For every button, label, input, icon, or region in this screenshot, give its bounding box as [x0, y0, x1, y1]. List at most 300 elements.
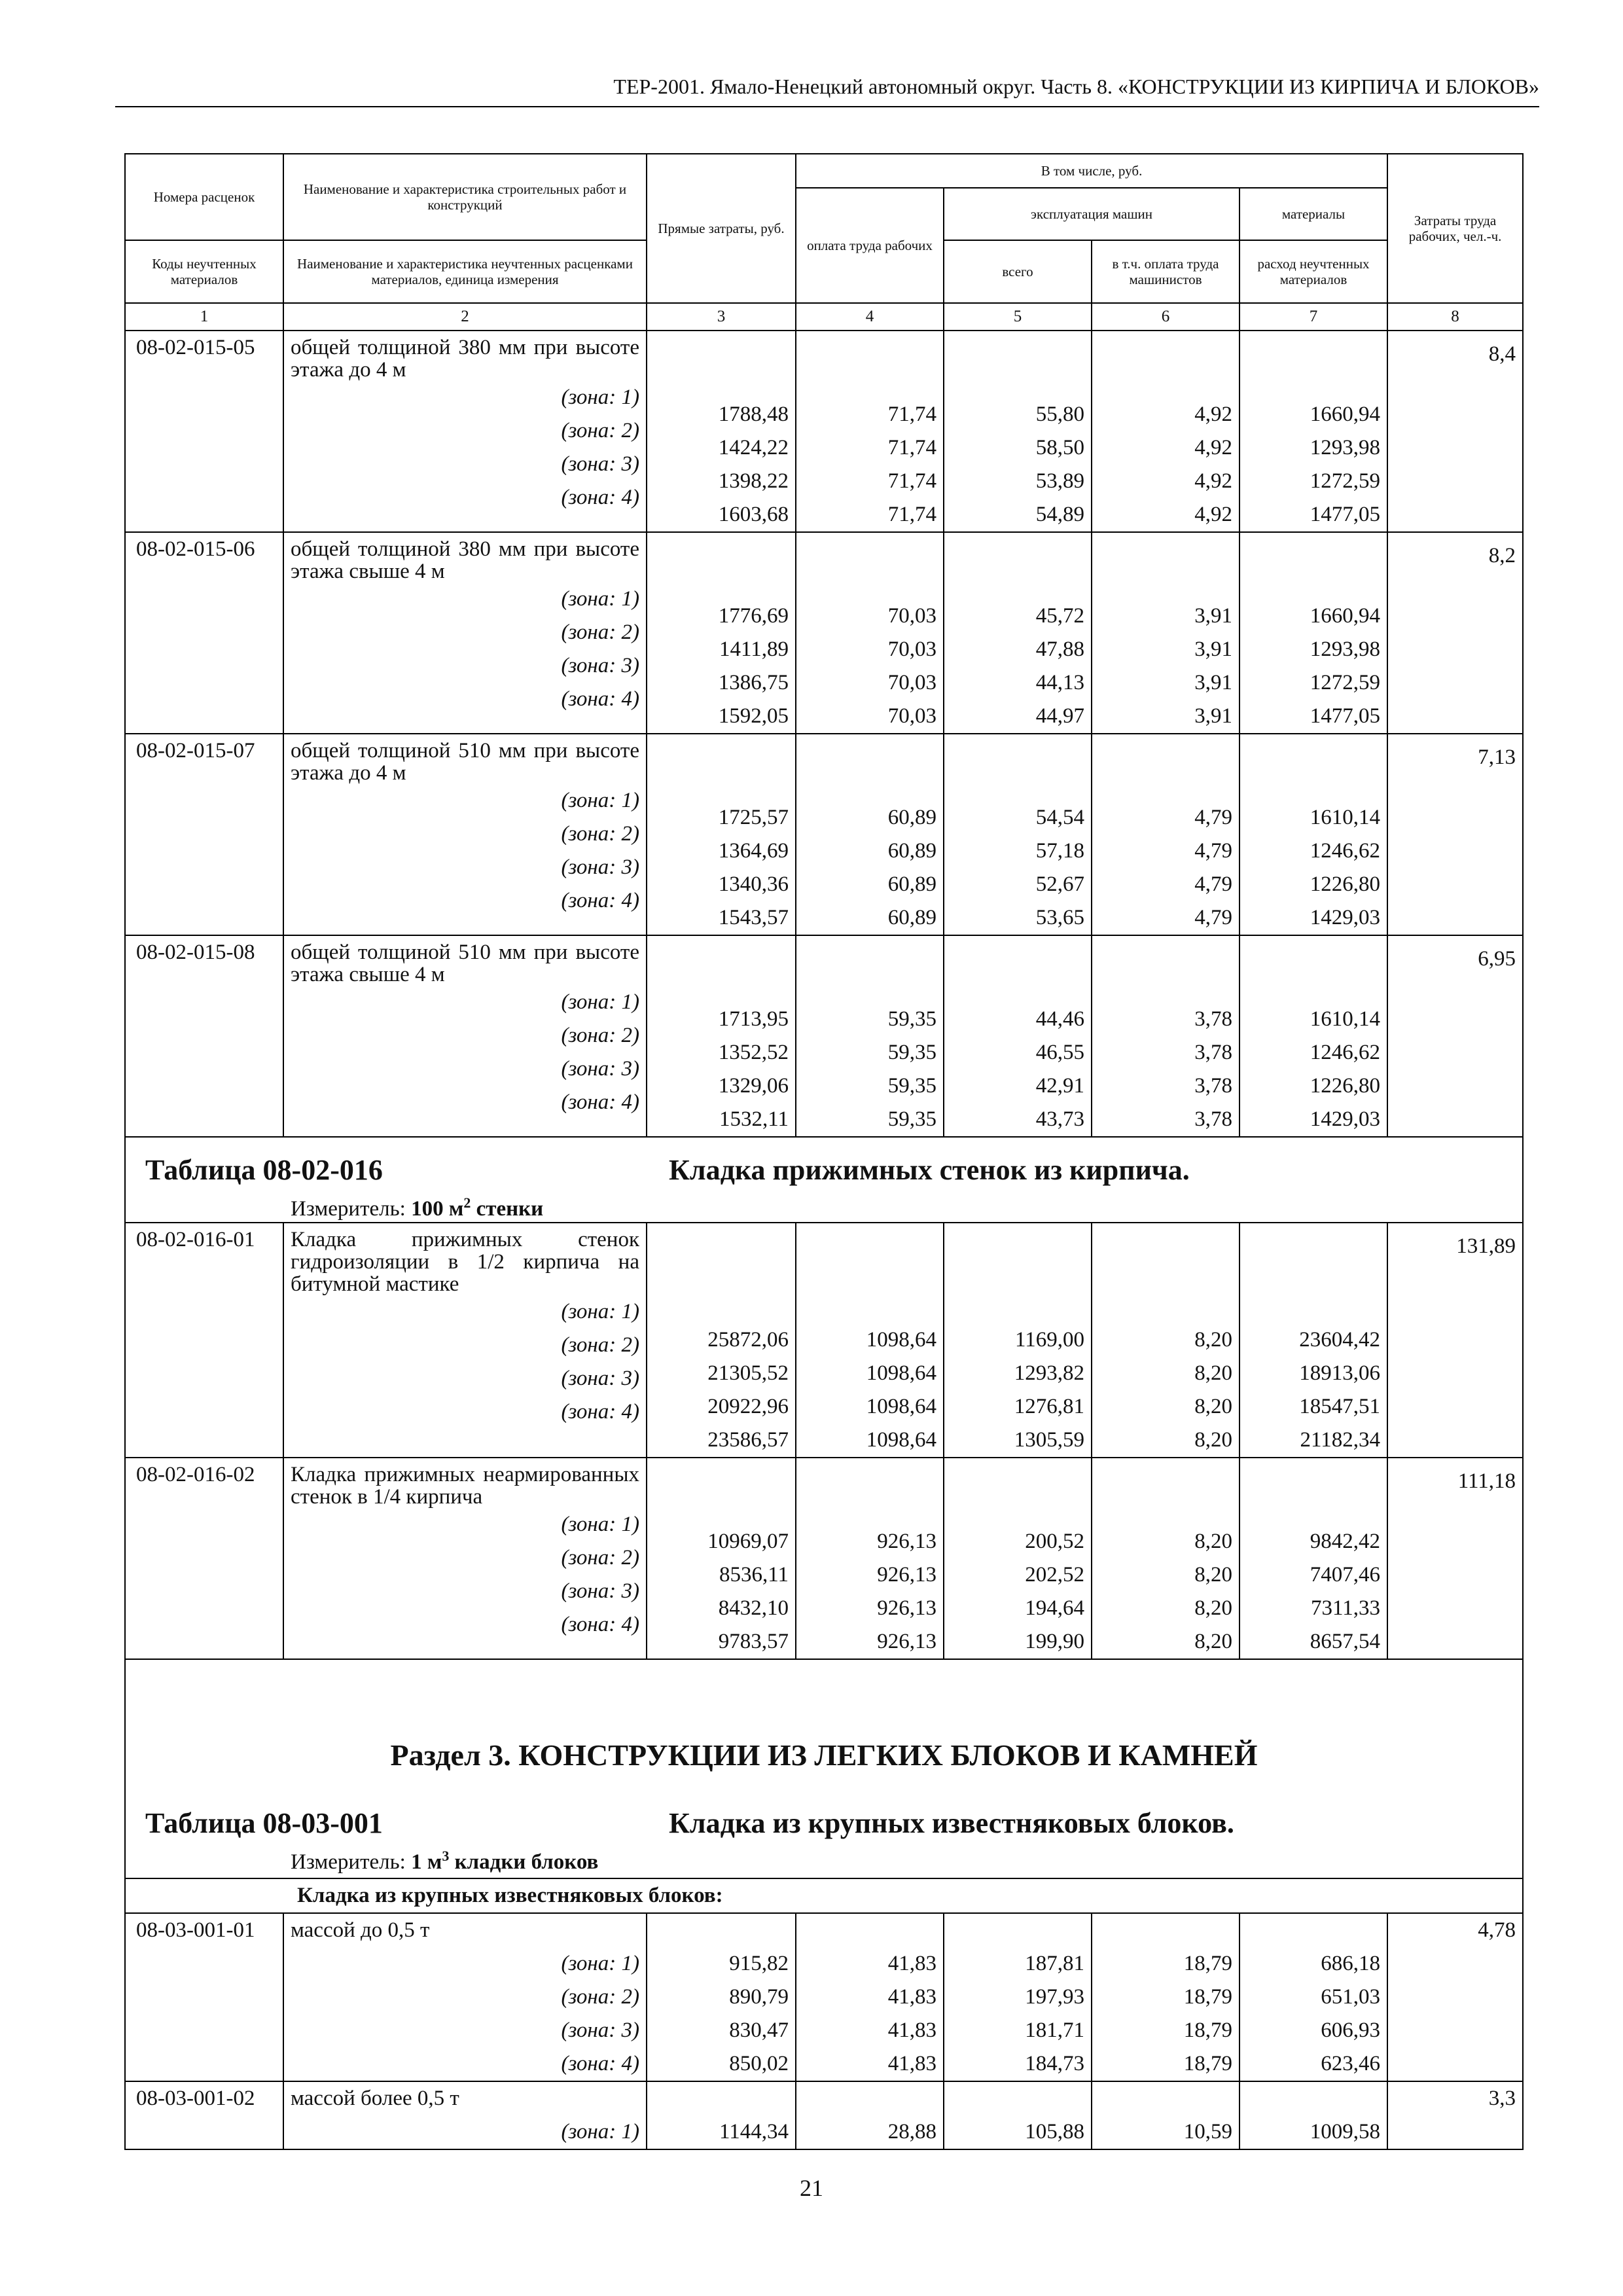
value-cell: 58,50 — [1035, 436, 1084, 459]
value-cell: 623,46 — [1321, 2052, 1381, 2075]
value-cell: 1226,80 — [1310, 872, 1381, 896]
value-column-mat — [1240, 1913, 1387, 2081]
value-cell: 7407,46 — [1310, 1563, 1381, 1587]
value-column-mach_pay — [1092, 734, 1240, 935]
value-cell: 830,47 — [729, 2018, 789, 2042]
rate-code-text: 08-02-016-01 — [136, 1228, 255, 1251]
value-cell: 1098,64 — [866, 1428, 936, 1452]
value-cell: 105,88 — [1025, 2120, 1084, 2144]
value-cell: 21305,52 — [707, 1361, 789, 1385]
zone-label: (зона: 4) — [561, 687, 639, 711]
value-cell: 9783,57 — [718, 1630, 789, 1653]
value-cell: 187,81 — [1025, 1952, 1084, 1975]
value-cell: 194,64 — [1025, 1596, 1084, 1620]
value-cell: 1246,62 — [1310, 839, 1381, 863]
labor-cost-value: 4,78 — [1478, 1918, 1516, 1942]
col-number: 5 — [944, 303, 1092, 331]
value-cell: 1788,48 — [718, 403, 789, 426]
rate-row — [125, 1458, 1523, 1659]
value-cell: 41,83 — [887, 2018, 936, 2042]
value-cell: 1009,58 — [1310, 2120, 1381, 2144]
rate-code — [125, 734, 283, 935]
value-cell: 41,83 — [887, 2052, 936, 2075]
value-cell: 59,35 — [887, 1074, 936, 1098]
value-cell: 18,79 — [1183, 2052, 1232, 2075]
col-header-direct-costs: Прямые затраты, руб. — [647, 154, 796, 303]
zone-label: (зона: 3) — [561, 2018, 639, 2042]
value-column-direct — [647, 532, 796, 734]
value-cell: 1477,05 — [1310, 503, 1381, 526]
value-cell: 184,73 — [1025, 2052, 1084, 2075]
value-column-mach — [944, 935, 1092, 1137]
value-cell: 54,54 — [1035, 806, 1084, 829]
value-cell: 202,52 — [1025, 1563, 1084, 1587]
rate-description-text: общей толщиной 510 мм при высоте этажа до 4 м — [291, 739, 639, 785]
value-cell: 1272,59 — [1310, 671, 1381, 694]
value-cell: 3,91 — [1194, 604, 1232, 628]
value-cell: 44,97 — [1035, 704, 1084, 728]
value-cell: 8,20 — [1194, 1630, 1232, 1653]
value-column-direct — [647, 2081, 796, 2149]
zone-label: (зона: 2) — [561, 1333, 639, 1357]
zone-label: (зона: 1) — [561, 1952, 639, 1975]
zone-label: (зона: 4) — [561, 1613, 639, 1636]
value-cell: 3,78 — [1194, 1041, 1232, 1064]
col-header-material-use: расход неучтенных материалов — [1240, 240, 1387, 303]
value-cell: 18913,06 — [1299, 1361, 1381, 1385]
value-cell: 9842,42 — [1310, 1530, 1381, 1553]
value-column-mat — [1240, 1223, 1387, 1458]
value-cell: 1340,36 — [718, 872, 789, 896]
value-cell: 59,35 — [887, 1041, 936, 1064]
value-cell: 3,78 — [1194, 1107, 1232, 1131]
rate-code-text: 08-02-015-06 — [136, 537, 255, 561]
value-cell: 8,20 — [1194, 1530, 1232, 1553]
value-cell: 890,79 — [729, 1985, 789, 2009]
value-cell: 1424,22 — [718, 436, 789, 459]
running-header: ТЕР-2001. Ямало-Ненецкий автономный округ. Часть 8. «КОНСТРУКЦИИ ИЗ КИРПИЧА И БЛОКОВ» — [115, 72, 1539, 107]
value-cell: 3,91 — [1194, 637, 1232, 661]
value-cell: 7311,33 — [1311, 1596, 1381, 1620]
value-cell: 23604,42 — [1299, 1328, 1381, 1352]
rate-row — [125, 734, 1523, 935]
rate-description-text: массой до 0,5 т — [291, 1918, 430, 1942]
value-column-direct — [647, 331, 796, 532]
value-column-mach — [944, 532, 1092, 734]
value-cell: 8536,11 — [719, 1563, 789, 1587]
rate-description-text: общей толщиной 380 мм при высоте этажа свыше 4 м — [291, 537, 639, 583]
value-cell: 1713,95 — [718, 1007, 789, 1031]
value-cell: 44,13 — [1035, 671, 1084, 694]
value-cell: 59,35 — [887, 1107, 936, 1131]
value-cell: 1098,64 — [866, 1328, 936, 1352]
value-cell: 850,02 — [729, 2052, 789, 2075]
value-cell: 10,59 — [1183, 2120, 1232, 2144]
value-cell: 1305,59 — [1014, 1428, 1084, 1452]
col-header-material-names: Наименование и характеристика неучтенных расценками материалов, единица измерения — [283, 240, 647, 303]
value-cell: 1411,89 — [719, 637, 789, 661]
zone-label: (зона: 1) — [561, 1513, 639, 1536]
value-cell: 4,92 — [1194, 403, 1232, 426]
value-cell: 52,67 — [1035, 872, 1084, 896]
value-cell: 1386,75 — [718, 671, 789, 694]
value-cell: 199,90 — [1025, 1630, 1084, 1653]
labor-cost-value: 6,95 — [1478, 947, 1516, 971]
value-column-pay — [796, 532, 944, 734]
labor-cost — [1387, 2081, 1523, 2149]
zone-label: (зона: 3) — [561, 1057, 639, 1081]
value-cell: 3,78 — [1194, 1007, 1232, 1031]
zone-label: (зона: 1) — [561, 990, 639, 1014]
value-column-mach_pay — [1092, 935, 1240, 1137]
value-cell: 60,89 — [887, 839, 936, 863]
value-cell: 8,20 — [1194, 1361, 1232, 1385]
value-cell: 197,93 — [1025, 1985, 1084, 2009]
value-cell: 1398,22 — [718, 469, 789, 493]
rate-code-text: 08-03-001-01 — [136, 1918, 255, 1942]
value-column-pay — [796, 1913, 944, 2081]
value-cell: 1226,80 — [1310, 1074, 1381, 1098]
value-cell: 1725,57 — [718, 806, 789, 829]
rate-code — [125, 1223, 283, 1458]
table-name: Кладка из крупных известняковых блоков. — [669, 1807, 1234, 1839]
value-cell: 4,92 — [1194, 503, 1232, 526]
rate-row — [125, 331, 1523, 532]
value-cell: 1776,69 — [718, 604, 789, 628]
price-table — [124, 153, 1524, 2150]
value-cell: 3,91 — [1194, 704, 1232, 728]
value-cell: 200,52 — [1025, 1530, 1084, 1553]
zone-label: (зона: 1) — [561, 587, 639, 611]
page-number: 21 — [800, 2175, 823, 2201]
zone-label: (зона: 1) — [561, 1300, 639, 1323]
value-cell: 70,03 — [887, 604, 936, 628]
value-cell: 18547,51 — [1299, 1395, 1381, 1418]
value-cell: 59,35 — [887, 1007, 936, 1031]
value-column-mach_pay — [1092, 1458, 1240, 1659]
zone-label: (зона: 4) — [561, 1090, 639, 1114]
value-cell: 28,88 — [887, 2120, 936, 2144]
rate-code-text: 08-03-001-02 — [136, 2087, 255, 2110]
value-column-mat — [1240, 532, 1387, 734]
value-column-mat — [1240, 935, 1387, 1137]
zone-label: (зона: 3) — [561, 1579, 639, 1603]
zone-label: (зона: 4) — [561, 889, 639, 912]
col-header-rate-numbers: Номера расценок — [125, 154, 283, 240]
col-header-group: В том числе, руб. — [796, 154, 1387, 188]
value-cell: 45,72 — [1035, 604, 1084, 628]
value-cell: 1532,11 — [719, 1107, 789, 1131]
value-cell: 1352,52 — [718, 1041, 789, 1064]
value-cell: 1276,81 — [1014, 1395, 1084, 1418]
value-column-mach — [944, 2081, 1092, 2149]
value-cell: 606,93 — [1321, 2018, 1381, 2042]
labor-cost-value: 111,18 — [1457, 1469, 1516, 1493]
rates-08-02-016 — [125, 1223, 1523, 1659]
col-number: 1 — [125, 303, 283, 331]
table-title: Таблица 08-02-016 — [145, 1154, 383, 1186]
zone-label: (зона: 2) — [561, 620, 639, 644]
value-cell: 1364,69 — [718, 839, 789, 863]
value-cell: 71,74 — [887, 469, 936, 493]
value-cell: 18,79 — [1183, 1952, 1232, 1975]
value-column-mach_pay — [1092, 331, 1240, 532]
value-cell: 8,20 — [1194, 1395, 1232, 1418]
col-header-material-codes: Коды неучтенных материалов — [125, 240, 283, 303]
value-cell: 8432,10 — [718, 1596, 789, 1620]
measure-value: 1 $м^3$ кладки блоков — [411, 1848, 599, 1874]
value-cell: 18,79 — [1183, 1985, 1232, 2009]
value-cell: 651,03 — [1321, 1985, 1381, 2009]
labor-cost — [1387, 1458, 1523, 1659]
value-cell: 71,74 — [887, 403, 936, 426]
zone-label: (зона: 3) — [561, 452, 639, 476]
rate-code — [125, 532, 283, 734]
rate-code — [125, 1458, 283, 1659]
zone-label: (зона: 4) — [561, 1400, 639, 1424]
col-header-machines: эксплуатация машин — [944, 188, 1240, 240]
table-title: Таблица 08-03-001 — [145, 1807, 383, 1839]
measure-label: Измеритель: — [291, 1850, 406, 1874]
value-cell: 4,92 — [1194, 436, 1232, 459]
value-cell: 41,83 — [887, 1985, 936, 2009]
value-column-mach — [944, 1458, 1092, 1659]
section-3-heading — [125, 1659, 1523, 1913]
measure-unit — [145, 1190, 1522, 1222]
rate-description — [283, 1223, 647, 1458]
rate-description-text: Кладка прижимных неармированных стенок в 1/4 кирпича — [291, 1463, 639, 1509]
value-cell: 926,13 — [877, 1530, 936, 1553]
rate-code-text: 08-02-016-02 — [136, 1463, 255, 1486]
table-08-02-016-heading — [125, 1137, 1523, 1223]
col-number: 8 — [1387, 303, 1523, 331]
value-column-mat — [1240, 734, 1387, 935]
rate-description-text: общей толщиной 510 мм при высоте этажа свыше 4 м — [291, 941, 639, 986]
col-header-machines-total: всего — [944, 240, 1092, 303]
value-cell: 25872,06 — [707, 1328, 789, 1352]
value-cell: 1610,14 — [1310, 806, 1381, 829]
value-cell: 42,91 — [1035, 1074, 1084, 1098]
rate-description — [283, 1913, 647, 2081]
rate-code-text: 08-02-015-05 — [136, 336, 255, 359]
measure-unit — [126, 1843, 1522, 1878]
value-cell: 1592,05 — [718, 704, 789, 728]
value-cell: 926,13 — [877, 1630, 936, 1653]
value-cell: 915,82 — [729, 1952, 789, 1975]
rate-description-text: массой более 0,5 т — [291, 2087, 459, 2110]
rate-row — [125, 935, 1523, 1137]
value-cell: 1293,98 — [1310, 436, 1381, 459]
value-cell: 3,78 — [1194, 1074, 1232, 1098]
zone-label: (зона: 2) — [561, 1985, 639, 2009]
col-number: 6 — [1092, 303, 1240, 331]
value-cell: 1098,64 — [866, 1395, 936, 1418]
measure-label: Измеритель: — [291, 1197, 406, 1221]
value-cell: 1429,03 — [1310, 906, 1381, 929]
zone-label: (зона: 1) — [561, 789, 639, 812]
rate-description — [283, 935, 647, 1137]
rate-row — [125, 2081, 1523, 2149]
col-header-materials: материалы — [1240, 188, 1387, 240]
value-cell: 53,89 — [1035, 469, 1084, 493]
value-cell: 4,79 — [1194, 806, 1232, 829]
labor-cost — [1387, 1913, 1523, 2081]
value-column-mach_pay — [1092, 1223, 1240, 1458]
value-column-direct — [647, 1458, 796, 1659]
zone-label: (зона: 1) — [561, 2120, 639, 2144]
rate-row — [125, 1223, 1523, 1458]
col-header-labor: Затраты труда рабочих, чел.-ч. — [1387, 154, 1523, 303]
col-header-pay: оплата труда рабочих — [796, 188, 944, 303]
value-column-pay — [796, 734, 944, 935]
labor-cost-value: 7,13 — [1478, 745, 1516, 769]
value-column-mach — [944, 734, 1092, 935]
value-cell: 70,03 — [887, 671, 936, 694]
rate-description-text: общей толщиной 380 мм при высоте этажа до 4 м — [291, 336, 639, 382]
value-cell: 44,46 — [1035, 1007, 1084, 1031]
col-number: 3 — [647, 303, 796, 331]
value-cell: 43,73 — [1035, 1107, 1084, 1131]
value-cell: 1144,34 — [719, 2120, 789, 2144]
value-cell: 4,79 — [1194, 872, 1232, 896]
value-cell: 4,79 — [1194, 906, 1232, 929]
rate-code — [125, 935, 283, 1137]
labor-cost — [1387, 331, 1523, 532]
value-cell: 926,13 — [877, 1596, 936, 1620]
value-column-mach — [944, 331, 1092, 532]
value-column-mach — [944, 1223, 1092, 1458]
zone-label: (зона: 2) — [561, 1546, 639, 1570]
value-cell: 926,13 — [877, 1563, 936, 1587]
value-cell: 20922,96 — [707, 1395, 789, 1418]
value-column-pay — [796, 1223, 944, 1458]
value-cell: 21182,34 — [1300, 1428, 1381, 1452]
value-column-pay — [796, 1458, 944, 1659]
value-cell: 1329,06 — [718, 1074, 789, 1098]
value-cell: 53,65 — [1035, 906, 1084, 929]
labor-cost-value: 8,2 — [1488, 544, 1516, 567]
value-cell: 57,18 — [1035, 839, 1084, 863]
col-header-work-name: Наименование и характеристика строительных работ и конструкций — [283, 154, 647, 240]
zone-label: (зона: 3) — [561, 1367, 639, 1390]
value-cell: 60,89 — [887, 806, 936, 829]
value-column-mat — [1240, 331, 1387, 532]
zone-label: (зона: 2) — [561, 419, 639, 442]
value-column-pay — [796, 2081, 944, 2149]
labor-cost — [1387, 1223, 1523, 1458]
value-column-mach_pay — [1092, 1913, 1240, 2081]
rate-code-text: 08-02-015-08 — [136, 941, 255, 964]
value-column-direct — [647, 1913, 796, 2081]
value-column-direct — [647, 734, 796, 935]
value-cell: 8,20 — [1194, 1563, 1232, 1587]
measure-value: 100 $м^2$ стенки — [411, 1194, 544, 1221]
rates-08-03-001 — [125, 1913, 1523, 2149]
value-cell: 54,89 — [1035, 503, 1084, 526]
rate-code — [125, 1913, 283, 2081]
labor-cost-value: 3,3 — [1488, 2087, 1516, 2110]
labor-cost — [1387, 734, 1523, 935]
value-column-mat — [1240, 1458, 1387, 1659]
value-cell: 70,03 — [887, 704, 936, 728]
zone-label: (зона: 4) — [561, 486, 639, 509]
value-cell: 1429,03 — [1310, 1107, 1381, 1131]
rate-description — [283, 1458, 647, 1659]
value-cell: 1272,59 — [1310, 469, 1381, 493]
value-cell: 60,89 — [887, 872, 936, 896]
value-cell: 3,91 — [1194, 671, 1232, 694]
value-cell: 1543,57 — [718, 906, 789, 929]
zone-label: (зона: 3) — [561, 654, 639, 677]
value-cell: 1660,94 — [1310, 403, 1381, 426]
zone-label: (зона: 2) — [561, 1024, 639, 1047]
rate-description — [283, 734, 647, 935]
value-cell: 70,03 — [887, 637, 936, 661]
value-cell: 4,92 — [1194, 469, 1232, 493]
subheading: Кладка из крупных известняковых блоков: — [125, 1878, 1523, 1913]
value-column-mat — [1240, 2081, 1387, 2149]
value-cell: 46,55 — [1035, 1041, 1084, 1064]
col-number: 7 — [1240, 303, 1387, 331]
value-column-mach_pay — [1092, 532, 1240, 734]
value-cell: 10969,07 — [707, 1530, 789, 1553]
value-cell: 60,89 — [887, 906, 936, 929]
value-cell: 8657,54 — [1310, 1630, 1381, 1653]
value-cell: 1246,62 — [1310, 1041, 1381, 1064]
table-name: Кладка прижимных стенок из кирпича. — [669, 1154, 1190, 1186]
rate-description — [283, 331, 647, 532]
section-title: Раздел 3. КОНСТРУКЦИИ ИЗ ЛЕГКИХ БЛОКОВ И КАМНЕЙ — [390, 1738, 1258, 1772]
rate-code-text: 08-02-015-07 — [136, 739, 255, 762]
value-cell: 55,80 — [1035, 403, 1084, 426]
value-cell: 47,88 — [1035, 637, 1084, 661]
value-cell: 71,74 — [887, 436, 936, 459]
value-cell: 41,83 — [887, 1952, 936, 1975]
rate-code — [125, 331, 283, 532]
value-cell: 18,79 — [1183, 2018, 1232, 2042]
col-header-machinists-pay: в т.ч. оплата труда машинистов — [1092, 240, 1240, 303]
value-cell: 8,20 — [1194, 1428, 1232, 1452]
value-column-pay — [796, 331, 944, 532]
rate-description-text: Кладка прижимных стенок гидроизоляции в 1/2 кирпича на битумной мастике — [291, 1228, 639, 1296]
zone-label: (зона: 2) — [561, 822, 639, 846]
labor-cost-value: 131,89 — [1456, 1234, 1516, 1258]
rate-row — [125, 532, 1523, 734]
value-cell: 1610,14 — [1310, 1007, 1381, 1031]
value-cell: 8,20 — [1194, 1328, 1232, 1352]
rate-row — [125, 1913, 1523, 2081]
rate-description — [283, 2081, 647, 2149]
value-cell: 181,71 — [1025, 2018, 1084, 2042]
table-header — [125, 154, 1523, 331]
value-column-direct — [647, 935, 796, 1137]
rate-code — [125, 2081, 283, 2149]
labor-cost-value: 8,4 — [1488, 342, 1516, 366]
value-cell: 23586,57 — [707, 1428, 789, 1452]
value-column-mach — [944, 1913, 1092, 2081]
zone-label: (зона: 4) — [561, 2052, 639, 2075]
zone-label: (зона: 1) — [561, 386, 639, 409]
labor-cost — [1387, 935, 1523, 1137]
value-cell: 1098,64 — [866, 1361, 936, 1385]
col-number: 4 — [796, 303, 944, 331]
value-cell: 1293,98 — [1310, 637, 1381, 661]
value-cell: 1293,82 — [1014, 1361, 1084, 1385]
col-number: 2 — [283, 303, 647, 331]
value-cell: 8,20 — [1194, 1596, 1232, 1620]
value-cell: 686,18 — [1321, 1952, 1381, 1975]
rates-08-02-015 — [125, 331, 1523, 1137]
